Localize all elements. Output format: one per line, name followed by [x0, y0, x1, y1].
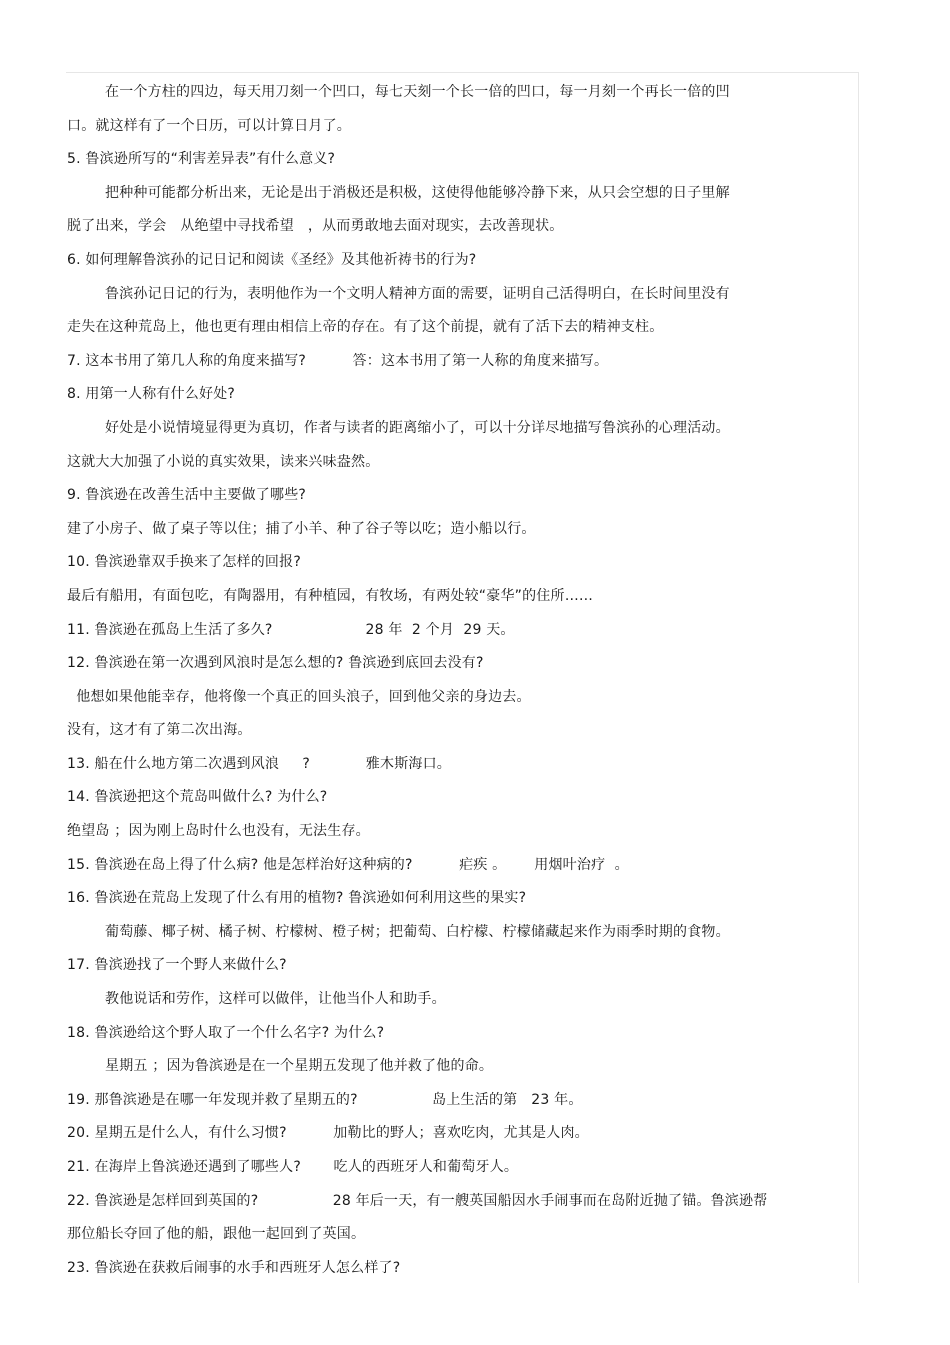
text-line: 那位船长夺回了他的船，跟他一起回到了英国。 — [67, 1226, 366, 1243]
text-line: 绝望岛 ；因为刚上岛时什么也没有，无法生存。 — [67, 823, 370, 840]
text-line: 5. 鲁滨逊所写的“利害差异表”有什么意义? — [67, 151, 336, 168]
text-line: 6. 如何理解鲁滨孙的记日记和阅读《圣经》及其他祈祷书的行为? — [67, 251, 477, 268]
text-line: 最后有船用，有面包吃，有陶器用，有种植园，有牧场，有两处较“豪华”的住所…… — [67, 587, 594, 604]
text-line: 他想如果他能幸存，他将像一个真正的回头浪子，回到他父亲的身边去。 — [67, 688, 531, 705]
text-line: 17. 鲁滨逊找了一个野人来做什么? — [67, 957, 287, 974]
text-line: 星期五 ；因为鲁滨逊是在一个星期五发现了他并救了他的命。 — [105, 1058, 494, 1075]
text-line: 没有，这才有了第二次出海。 — [67, 722, 252, 739]
text-line: 19. 那鲁滨逊是在哪一年发现并救了星期五的? 岛上生活的第 23 年。 — [67, 1091, 583, 1108]
text-line: 20. 星期五是什么人，有什么习惯? 加勒比的野人；喜欢吃肉，尤其是人肉。 — [67, 1125, 589, 1142]
text-line: 15. 鲁滨逊在岛上得了什么病? 他是怎样治好这种病的? 疟疾 。 用烟叶治疗 。 — [67, 856, 629, 873]
text-line: 10. 鲁滨逊靠双手换来了怎样的回报? — [67, 554, 301, 571]
text-line: 好处是小说情境显得更为真切，作者与读者的距离缩小了，可以十分详尽地描写鲁滨孙的心理活动。 — [105, 419, 730, 436]
text-line: 在一个方柱的四边，每天用刀刻一个凹口，每七天刻一个长一倍的凹口，每一月刻一个再长一倍的凹 — [105, 84, 730, 100]
text-line: 这就大大加强了小说的真实效果，读来兴味盎然。 — [67, 453, 380, 470]
text-line: 22. 鲁滨逊是怎样回到英国的? 28 年后一天，有一艘英国船因水手闹事而在岛附近抛了锚。鲁滨逊帮 — [67, 1192, 768, 1209]
text-line: 鲁滨孙记日记的行为，表明他作为一个文明人精神方面的需要，证明自己活得明白，在长时间里没有 — [105, 285, 730, 302]
text-line: 21. 在海岸上鲁滨逊还遇到了哪些人? 吃人的西班牙人和葡萄牙人。 — [67, 1159, 519, 1175]
text-line: 建了小房子、做了桌子等以住；捕了小羊、种了谷子等以吃；造小船以行。 — [67, 520, 536, 537]
text-line: 16. 鲁滨逊在荒岛上发现了什么有用的植物? 鲁滨逊如何利用这些的果实? — [67, 890, 527, 907]
text-line: 葡萄藤、椰子树、橘子树、柠檬树、橙子树；把葡萄、白柠檬、柠檬储藏起来作为雨季时期的食物。 — [105, 923, 730, 940]
document-body — [67, 78, 857, 1287]
text-line: 11. 鲁滨逊在孤岛上生活了多久? 28 年 2 个月 29 天。 — [67, 621, 515, 638]
text-line: 走失在这种荒岛上，他也更有理由相信上帝的存在。有了这个前提，就有了活下去的精神支柱。 — [67, 319, 664, 336]
text-line: 23. 鲁滨逊在获救后闹事的水手和西班牙人怎么样了? — [67, 1259, 401, 1276]
text-line: 12. 鲁滨逊在第一次遇到风浪时是怎么想的? 鲁滨逊到底回去没有? — [67, 655, 484, 672]
text-line: 7. 这本书用了第几人称的角度来描写? 答：这本书用了第一人称的角度来描写。 — [67, 352, 609, 369]
text-line: 9. 鲁滨逊在改善生活中主要做了哪些? — [67, 487, 307, 504]
text-line: 把种种可能都分析出来，无论是出于消极还是积极，这使得他能够冷静下来，从只会空想的日子里解 — [105, 184, 730, 201]
text-line: 教他说话和劳作，这样可以做伴，让他当仆人和助手。 — [105, 991, 446, 1008]
text-line: 13. 船在什么地方第二次遇到风浪 ? 雅木斯海口。 — [67, 755, 451, 772]
text-line: 8. 用第一人称有什么好处? — [67, 386, 236, 403]
text-line: 口。就这样有了一个日历，可以计算日月了。 — [67, 117, 351, 134]
text-line: 18. 鲁滨逊给这个野人取了一个什么名字? 为什么? — [67, 1024, 385, 1041]
text-line: 脱了出来，学会 从绝望中寻找希望 ，从而勇敢地去面对现实，去改善现状。 — [67, 218, 564, 235]
text-line: 14. 鲁滨逊把这个荒岛叫做什么? 为什么? — [67, 789, 328, 806]
